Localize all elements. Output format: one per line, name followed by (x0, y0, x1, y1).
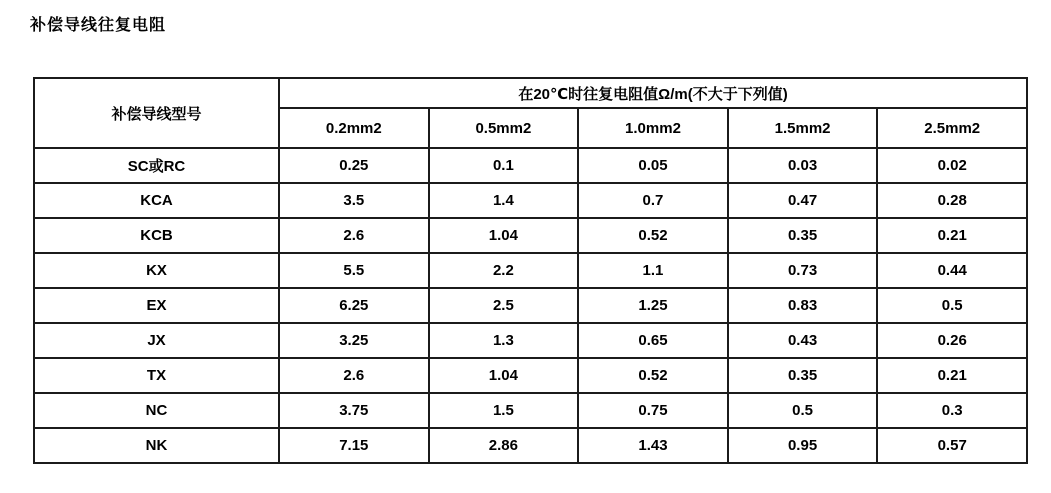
value-cell: 1.5 (429, 393, 579, 428)
table-row (34, 428, 1027, 463)
value-cell: 2.5 (429, 288, 579, 323)
value-cell: 2.6 (279, 358, 429, 393)
value-cell: 0.3 (877, 393, 1027, 428)
model-cell: TX (34, 358, 279, 393)
table-row (34, 183, 1027, 218)
value-cell: 0.43 (728, 323, 878, 358)
value-cell: 0.57 (877, 428, 1027, 463)
value-cell: 0.5 (728, 393, 878, 428)
table-row (34, 393, 1027, 428)
value-cell: 0.47 (728, 183, 878, 218)
model-cell: JX (34, 323, 279, 358)
value-cell: 0.83 (728, 288, 878, 323)
value-cell: 2.86 (429, 428, 579, 463)
value-cell: 0.75 (578, 393, 728, 428)
value-cell: 0.73 (728, 253, 878, 288)
value-cell: 3.25 (279, 323, 429, 358)
value-cell: 1.04 (429, 218, 579, 253)
value-cell: 0.26 (877, 323, 1027, 358)
value-cell: 0.95 (728, 428, 878, 463)
model-cell: NK (34, 428, 279, 463)
size-header: 1.0mm2 (578, 108, 728, 148)
value-cell: 0.05 (578, 148, 728, 183)
value-cell: 0.52 (578, 358, 728, 393)
table-row (34, 288, 1027, 323)
model-cell: KCA (34, 183, 279, 218)
page-title: 补偿导线往复电阻 (30, 15, 167, 34)
resistance-span-header: 在20℃时往复电阻值Ω/m(不大于下列值) (279, 78, 1027, 108)
value-cell: 0.5 (877, 288, 1027, 323)
value-cell: 0.7 (578, 183, 728, 218)
model-cell: EX (34, 288, 279, 323)
value-cell: 0.25 (279, 148, 429, 183)
value-cell: 0.35 (728, 358, 878, 393)
size-header: 1.5mm2 (728, 108, 878, 148)
value-cell: 0.52 (578, 218, 728, 253)
value-cell: 5.5 (279, 253, 429, 288)
resistance-table (33, 77, 1028, 464)
value-cell: 0.03 (728, 148, 878, 183)
value-cell: 3.75 (279, 393, 429, 428)
value-cell: 6.25 (279, 288, 429, 323)
value-cell: 7.15 (279, 428, 429, 463)
value-cell: 0.21 (877, 218, 1027, 253)
value-cell: 3.5 (279, 183, 429, 218)
model-column-header: 补偿导线型号 (34, 78, 279, 148)
table-row (34, 253, 1027, 288)
model-cell: KCB (34, 218, 279, 253)
value-cell: 1.4 (429, 183, 579, 218)
value-cell: 1.1 (578, 253, 728, 288)
header-row-span (34, 78, 1027, 108)
size-header: 0.2mm2 (279, 108, 429, 148)
value-cell: 0.65 (578, 323, 728, 358)
value-cell: 1.43 (578, 428, 728, 463)
value-cell: 0.35 (728, 218, 878, 253)
model-cell: KX (34, 253, 279, 288)
value-cell: 0.44 (877, 253, 1027, 288)
model-cell: NC (34, 393, 279, 428)
size-header: 2.5mm2 (877, 108, 1027, 148)
value-cell: 2.2 (429, 253, 579, 288)
value-cell: 1.04 (429, 358, 579, 393)
table-row (34, 218, 1027, 253)
value-cell: 0.02 (877, 148, 1027, 183)
table-row (34, 148, 1027, 183)
value-cell: 1.3 (429, 323, 579, 358)
value-cell: 1.25 (578, 288, 728, 323)
value-cell: 0.28 (877, 183, 1027, 218)
table-row (34, 358, 1027, 393)
size-header: 0.5mm2 (429, 108, 579, 148)
model-cell: SC或RC (34, 148, 279, 183)
table-row (34, 323, 1027, 358)
value-cell: 0.21 (877, 358, 1027, 393)
value-cell: 0.1 (429, 148, 579, 183)
value-cell: 2.6 (279, 218, 429, 253)
